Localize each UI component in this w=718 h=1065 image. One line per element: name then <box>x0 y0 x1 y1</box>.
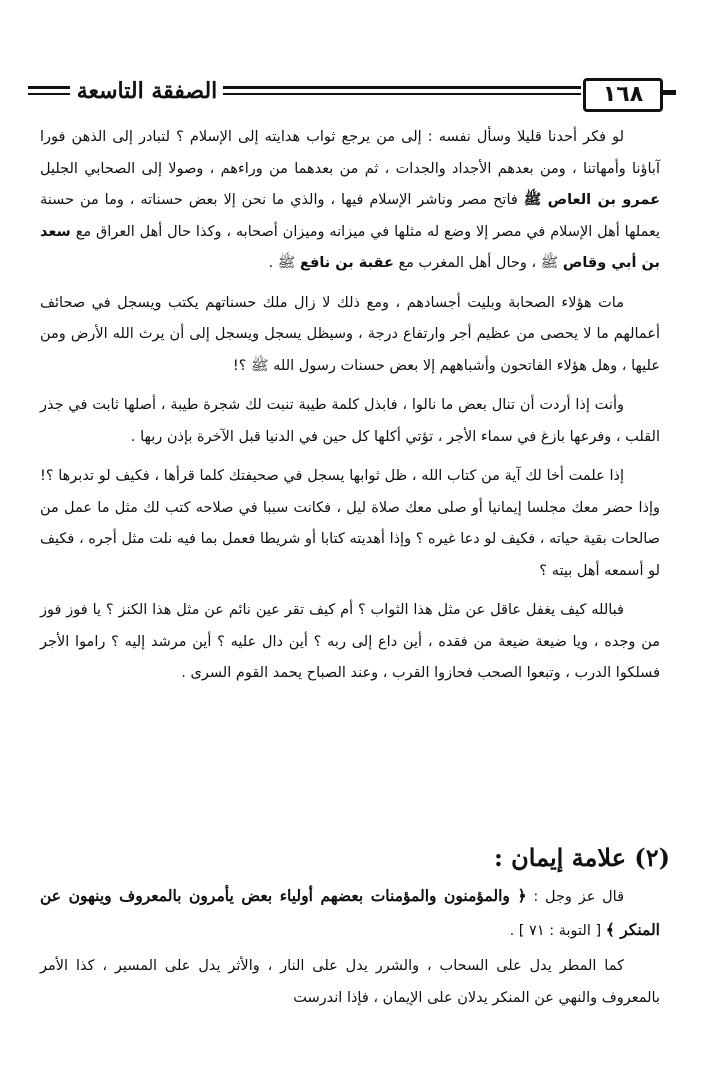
text-run: إذا علمت أخا لك آية من كتاب الله ، ظل ثوابها يسجل في صحيفتك كلما قرأها ، فكيف لو تدبرها ؟! وإذا حضر معك مجلسا إيمانيا أو صلى معك صلاة ليل ، فكانت سببا في صلاحه كتب لك مثل ما عمل من صالحات بقية حياته ، فكيف لو دعا غيره ؟ وإذا أهديته كتابا أو شريطا فعمل بما فيه نلت مثل أجره ، فكيف لو أسمعه أهل بيته ؟ <box>40 468 660 579</box>
verse-citation: [ التوبة : ٧١ ] . <box>509 922 606 939</box>
text-run: مات هؤلاء الصحابة وبليت أجسادهم ، ومع ذلك لا زال ملك حسناتهم يكتب ويسجل في صحائف أعمالهم ما لا يحصى من عظيم أجر وارتفاع درجة ، وسيظل يسجل ويسجل إلى أن يرث الله الأرض ومن عليها ، وهل هؤلاء الفاتحون وأشباههم إلا بعض حسنات رسول الله ﷺ ؟! <box>40 294 660 374</box>
header-rule-left-thin <box>28 93 70 95</box>
bold-name: عمرو بن العاص ﷺ <box>523 192 660 208</box>
verse-intro: قال عز وجل : <box>526 889 625 905</box>
text-run: لو فكر أحدنا قليلا وسأل نفسه : إلى من يرجع ثواب هدايته إلى الإسلام ؟ لتبادر إلى الذهن فورا آباؤنا وأمهاتنا ، ومن بعدهم الأجداد والجدات ، ثم من بعدهما من وراءهم ، وصولا إلى الصحابي الجليل <box>40 129 660 177</box>
bold-name: سعد بن أبي وقاص <box>40 223 660 271</box>
running-title: الصفقة التاسعة <box>76 78 218 104</box>
header-rule-left <box>28 86 70 89</box>
paragraph <box>40 288 660 383</box>
paragraph <box>40 461 660 587</box>
page-number-tab <box>660 90 676 95</box>
bold-name: عقبة بن نافع <box>299 255 394 271</box>
section-paragraph: كما المطر يدل على السحاب ، والشرر يدل على النار ، والأثر يدل على المسير ، كذا الأمر بالمعروف والنهي عن المنكر يدلان على الإيمان ، فإذا اندرست <box>40 958 660 1006</box>
paragraph <box>40 122 660 280</box>
main-text <box>40 122 660 698</box>
page-header <box>28 74 708 114</box>
quran-verse: ﴿ والمؤمنون والمؤمنات بعضهم أولياء بعض يأمرون بالمعروف وينهون عن المنكر ﴾ <box>40 886 660 939</box>
paragraph <box>40 390 660 453</box>
text-run: وأنت إذا أردت أن تنال بعض ما نالوا ، فابذل كلمة طيبة تنبت لك شجرة طيبة ، أصلها ثابت في جذر القلب ، وفرعها بازغ في سماء الأجر ، تؤتي أكلها كل حين في الدنيا قبل الآخرة بإذن ربها . <box>40 397 660 445</box>
text-run: ﷺ . <box>268 255 300 271</box>
paragraph <box>40 595 660 690</box>
header-rule-right <box>223 86 581 89</box>
text-run: ﷺ ، وحال أهل المغرب مع <box>393 255 563 271</box>
header-rule-right-thin <box>223 93 581 95</box>
text-run: فاتح مصر وناشر الإسلام فيها ، والذي ما نحن إلا بعض حسناته ، وما من حسنة يعملها أهل الإسلام في مصر إلا وضع له مثلها في ميزانه وميزان أصحابه ، وكذا حال أهل العراق مع <box>40 192 660 240</box>
text-run: فبالله كيف يغفل عاقل عن مثل هذا الثواب ؟ أم كيف تقر عين نائم عن مثل هذا الكنز ؟ يا فوز فوز من وجده ، ويا ضيعة ضيعة من فقده ، أين داع إلى ربه ؟ أين دال عليه ؟ أين مرشد إليه ؟ راموا الأجر فسلكوا الدرب ، وتبعوا الصحب فحازوا القرب ، وعند الصباح يحمد القوم السرى . <box>40 602 660 681</box>
section-body <box>40 880 660 1018</box>
page-number: ١٦٨ <box>583 78 663 112</box>
verse-paragraph <box>40 880 660 947</box>
section-heading: (٢) علامة إيمان : <box>493 843 670 872</box>
